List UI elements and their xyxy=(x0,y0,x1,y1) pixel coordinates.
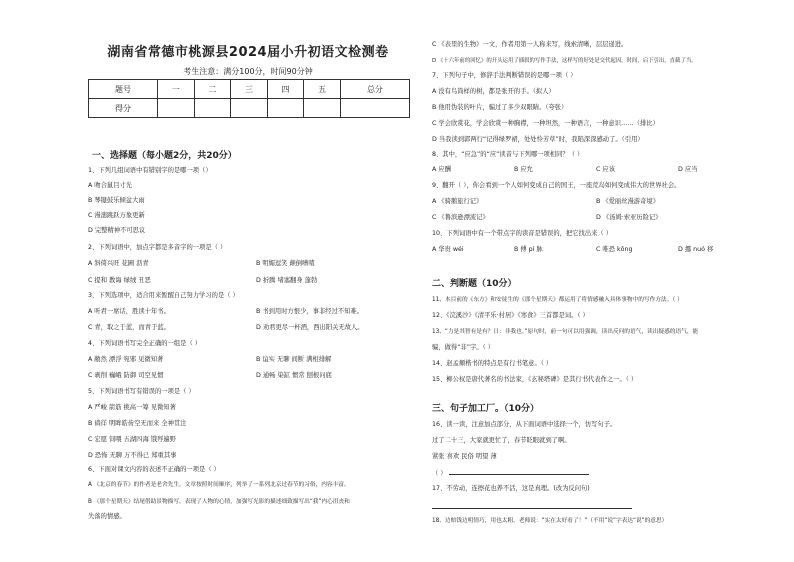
option: C 《鲁滨逊漂流记》 xyxy=(432,214,489,221)
question-16-sentence: 过了二十三，大家就更忙了，春节眨眼就到了啊。 xyxy=(432,437,571,444)
option: A 敝然 漂浮 宛邪 见微知著 xyxy=(88,356,164,363)
score-input-cell[interactable] xyxy=(194,99,231,118)
option: B 《爱丽丝漫游奇境》 xyxy=(596,198,659,205)
option: D 挪 nuó 移 xyxy=(678,246,714,253)
option: D 《汤姆·索亚历险记》 xyxy=(596,214,662,221)
option: B 应允 xyxy=(514,166,533,173)
exam-notice: 考生注意：满分100分，时间90分钟 xyxy=(183,67,313,76)
score-cell: 得分 xyxy=(89,99,158,118)
option: B 书到用时方恨少，事非经过不知难。 xyxy=(256,308,364,315)
option: C 宏愿 饲喂 五湖四海 饿殍遍野 xyxy=(88,436,176,443)
option: D 完整精神不可思议 xyxy=(88,227,146,234)
option: C 漫漶跳跃万象更新 xyxy=(88,212,145,219)
question-13-continuation: 骗，做得“非”字。（ ） xyxy=(432,344,495,351)
option: A 吻合鼠目寸光 xyxy=(88,182,133,189)
option: C 剥削 巍峨 防御 司空见惯 xyxy=(88,372,164,379)
score-cell: 题号 xyxy=(89,80,158,99)
question-18: 18、边赔钱边明情巧，用也太粗，老师说：“实在太好看了！”（不用“说”字表达“说”的意思） xyxy=(432,518,668,524)
option: B 《那个星期天》结尾借助景物描写，表现了人物的心情，加强写光影的描述细致描写出“我”内心沮丧和 xyxy=(88,499,350,505)
option: C 《表里的生物》一文，作者用第一人称来写，线索清晰，层层递进。 xyxy=(432,41,628,48)
question-16-words: 紧张 喜欢 民俗 明望 薄 xyxy=(432,453,497,460)
score-cell: 四 xyxy=(267,80,304,99)
option: A 《骑鹅旅行记》 xyxy=(432,198,483,205)
question-6: 6、下面对课文内容的表述不正确的一项是（ ） xyxy=(88,466,220,473)
option: A 斜倚兴旺 花圃 沥青 xyxy=(88,260,149,267)
question-14: 14、赵孟頫楷书的特点是有行书笔意。（ ） xyxy=(432,360,553,367)
score-cell: 总分 xyxy=(340,80,409,99)
option: B 他用伪装的叶片，骗过了多少双眼睛。（夸张） xyxy=(432,104,568,111)
section1-heading: 一、选择题（每小题2分，共20分） xyxy=(92,151,237,161)
question-10: 10、下列词语中有一个带点字的读音是错误的，把它找出来（ ） xyxy=(432,230,613,237)
question-15: 15、柳公权是唐代著名的书法家，《玄秘塔碑》是其行书代表作之一。（ ） xyxy=(432,376,638,383)
option: D 折腾 堵塞翻身 蓬勃 xyxy=(256,277,318,284)
section3-heading: 三、句子加工厂。（10分） xyxy=(432,404,540,414)
option: B 明媚逗笑 颠倒嘈喳 xyxy=(256,260,315,267)
option: A 《北京的春节》的作者是老舍先生。文章按照时间顺序，列举了一系列北京过春节的习俗，内容丰富。 xyxy=(88,482,350,488)
option: D 恐怖 无聊 万不得已 郑重其事 xyxy=(88,452,177,459)
score-cell: 一 xyxy=(158,80,195,99)
option: D 《十六年前的回忆》的开头运用了插叙的写作手法，这样写的好处是交代起因，时间，启下引出，直截了当。 xyxy=(432,58,697,64)
score-cell: 五 xyxy=(304,80,341,99)
question-11: 11、本目前的《东方》和安徒生的《那个星期天》都运用了将情感融入具体事物中的写作方法。（ ） xyxy=(432,297,683,303)
option: A 听君一席话，胜读十年书。 xyxy=(88,308,170,315)
question-2: 2、下列词语中，加点字都是多音字的一项是（ ） xyxy=(88,244,227,251)
option: C 学会欣赏花，学会欣赏一种胸襟，一种坦然，一种语言，一种意识……（排比） xyxy=(432,120,659,127)
score-input-cell[interactable] xyxy=(158,99,195,118)
option-continuation: 失落的情感。 xyxy=(88,513,126,520)
question-8: 8、其中，“应急”的“应”读音与下列哪一项相同？（ ） xyxy=(432,151,584,158)
option: A 没有鸟筒样的树，都是张开的手。（拟人） xyxy=(432,88,555,95)
option: C 唯恐 kōng xyxy=(596,246,633,253)
section2-heading: 二、判断题（10分） xyxy=(432,279,517,289)
question-1: 1、下列几组词语中有错别字的是哪一项（） xyxy=(88,167,212,174)
answer-line[interactable] xyxy=(432,468,589,478)
option: B 琴键鼓乐倾盆大雨 xyxy=(88,197,145,204)
score-table-score-row xyxy=(89,99,410,118)
answer-line[interactable] xyxy=(432,502,632,512)
option: D 通畅 染缸 惯常 刨根问底 xyxy=(256,372,332,379)
question-9: 9、翻开（ ），你会看到一个人如何变成自己的国王，一座荒岛如何变成伟大的世界社会。 xyxy=(432,182,681,189)
question-4: 4、下列词语书写完全正确的一组是（ ） xyxy=(88,340,202,347)
question-5: 5、下列词语书写有错误的一项是（ ） xyxy=(88,388,195,395)
question-17: 17、不劳动，连擦花也养不活，这是真理。(改为反问句) xyxy=(432,485,590,492)
option: A 应酬 xyxy=(432,166,451,173)
option: C 青，取之于蓝，而青于蓝。 xyxy=(88,324,170,331)
option: D 劝君更尽一杯酒，西出阳关无故人。 xyxy=(256,324,364,331)
score-table xyxy=(88,79,410,118)
question-7: 7、下列句子中，修辞手法判断错误的是哪一项（ ） xyxy=(432,72,577,79)
option: A 严峻 箭筋 挑高一筹 见微知著 xyxy=(88,404,176,411)
option: B 徜徉 明眸皓齿空无而来 全神贯注 xyxy=(88,420,187,427)
score-input-cell[interactable] xyxy=(231,99,268,118)
question-16: 16、读一读，注意加点部分，从下面词语中选择一个，仿写句子。 xyxy=(432,421,617,428)
option: B 傅 pí 脉 xyxy=(514,246,543,253)
exam-title: 湖南省常德市桃源县2024届小升初语文检测卷 xyxy=(107,45,389,60)
option: D 当我读到郭两行“记得绿罗裙，处处怜芳草”时，我陷深深感动了。（引用） xyxy=(432,136,644,143)
score-input-cell[interactable] xyxy=(304,99,341,118)
question-13: 13、“力是其智有是有？日：非我也。”原句时，前一句可以用强调，读出反问的语气，读出疑惑的语气，能 xyxy=(432,329,699,335)
answer-bracket: （ ） xyxy=(432,470,447,477)
score-table-header-row xyxy=(89,80,410,99)
question-3: 3、下列选项中，适合用来暂醒自己努力学习的是（ ） xyxy=(88,292,239,299)
score-input-cell[interactable] xyxy=(340,99,409,118)
answer-blank[interactable] xyxy=(449,468,589,475)
option: B 谊实 无聊 间断 满相排解 xyxy=(256,356,332,363)
option: C 应该 xyxy=(596,166,615,173)
question-12: 12、《浣溪沙》《清平乐·村居》《寒食》三首都是词。（ ） xyxy=(432,312,589,319)
score-cell: 二 xyxy=(194,80,231,99)
score-cell: 三 xyxy=(231,80,268,99)
answer-blank[interactable] xyxy=(432,502,632,509)
option: D 应当 xyxy=(678,166,698,173)
score-input-cell[interactable] xyxy=(267,99,304,118)
option: C 提和 教诲 绿绒 丑恶 xyxy=(88,277,151,284)
option: A 华贵 wéi xyxy=(432,246,464,253)
